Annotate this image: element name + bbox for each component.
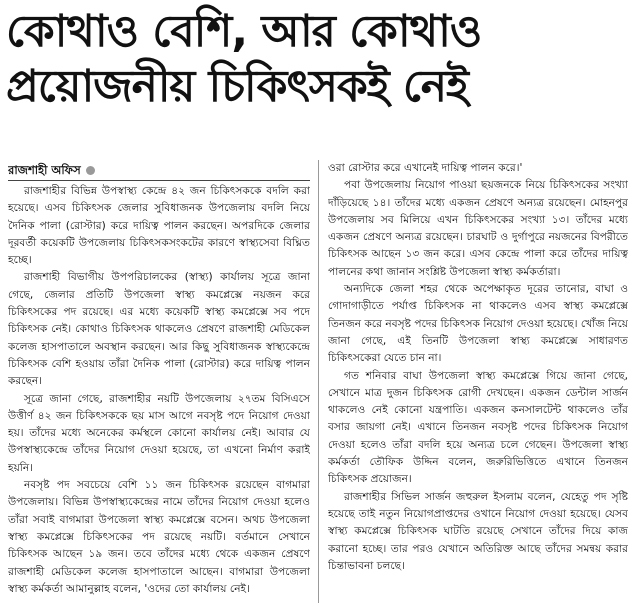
headline-line-1: কোথাও বেশি, আর কোথাও xyxy=(6,6,482,57)
column-divider xyxy=(318,160,319,603)
byline-text: রাজশাহী অফিস xyxy=(8,163,81,177)
paragraph: ওরা রোস্টার করে এখানেই দায়িত্ব পালন করে।' xyxy=(328,162,523,174)
paragraph: রাজশাহীর সিভিল সার্জন জহুরুল ইসলাম বলেন, যেহেতু পদ সৃষ্টি হয়েছে তাই নতুন নিয়োগপ্রাপ্তদের ওখানে নিয়োগ দেওয়া হয়েছে। যেসব স্বাস্থ্য কমপ্লেক্সে চিকিৎসক ঘাটতি রয়েছে সেখানে তাঁদের দিয়ে কাজ করানো হচ্ছে। তার পরও যেখানে অতিরিক্ত আছে তাঁদের সমন্বয় করার চিন্তাভাবনা চলছে। xyxy=(328,490,628,572)
right-column xyxy=(328,160,628,605)
byline xyxy=(8,160,310,181)
byline-dot-icon xyxy=(86,166,95,175)
paragraph: অন্যদিকে জেলা শহর থেকে অপেক্ষাকৃত দূরের তানোর, বাঘা ও গোদাগাড়ীতে পর্যাপ্ত চিকিৎসক না থাকলেও এসব স্বাস্থ্য কমপ্লেক্সে তিনজন করে নবসৃষ্ট পদের চিকিৎসক নিয়োগ দেওয়া হয়েছে। খোঁজ নিয়ে জানা গেছে, এই তিনটি উপজেলা স্বাস্থ্য কমপ্লেক্সে সাধারণত চিকিৎসকেরা যেতে চান না। xyxy=(328,283,628,365)
paragraph: রাজশাহী বিভাগীয় উপপরিচালকের (স্বাস্থ্য) কার্যালয় সূত্রে জানা গেছে, জেলার প্রতিটি উপজেলা স্বাস্থ্য কমপ্লেক্সে নয়জন করে চিকিৎসকের পদ রয়েছে। এর মধ্যে কয়েকটি স্বাস্থ্য কমপ্লেক্সে সব পদে চিকিৎসক নেই। কোথাও চিকিৎসক থাকলেও প্রেষণে রাজশাহী মেডিকেল কলেজ হাসপাতালে অবস্থান করছেন। আর কিছু সুবিধাজনক স্বাস্থ্যকেন্দ্রে চিকিৎসক বেশি হওয়ায় তাঁরা দৈনিক পালা (রোস্টার) করে দায়িত্ব পালন করছেন। xyxy=(8,271,310,388)
left-column xyxy=(8,160,310,605)
paragraph: নবসৃষ্ট পদ সবচেয়ে বেশি ১১ জন চিকিৎসক রয়েছেন বাগমারা উপজেলায়। বিভিন্ন উপস্বাস্থ্যকেন্দ্রের নামে তাঁদের নিয়োগ দেওয়া হলেও তাঁরা সবাই বাগমারা উপজেলা স্বাস্থ্য কমপ্লেক্সে বসেন। অথচ উপজেলা স্বাস্থ্য কমপ্লেক্সে চিকিৎসকের পদ রয়েছে নয়টি। বর্তমানে সেখানে চিকিৎসক আছেন ১৯ জন। তবে তাঁদের মধ্যে থেকে একজন প্রেষণে রাজশাহী মেডিকেল কলেজ হাসপাতালে আছেন। বাগমারা উপজেলা স্বাস্থ্য কর্মকর্তা আমানুল্লাহ বলেন, 'ওদের তো কার্যালয় নেই। xyxy=(8,479,310,595)
paragraph: গত শনিবার বাঘা উপজেলা স্বাস্থ্য কমপ্লেক্সে গিয়ে জানা গেছে, সেখানে মাত্র দুজন চিকিৎসক রোগী দেখছেন। একজন ডেন্টাল সার্জন থাকলেও নেই কোনো যন্ত্রপাতি। একজন কনসালটেন্ট থাকলেও তাঁর বসার জায়গা নেই। এখানে তিনজন নবসৃষ্ট পদের চিকিৎসক নিয়োগ দেওয়া হলেও তাঁরা বদলি হয়ে অন্যত্র চলে গেছেন। উপজেলা স্বাস্থ্য কর্মকর্তা তৌফিক উদ্দিন বলেন, জরুরিভিত্তিতে এখানে তিনজন চিকিৎসক প্রয়োজন। xyxy=(328,369,628,486)
headline xyxy=(6,4,630,114)
headline-line-2: প্রয়োজনীয় চিকিৎসকই নেই xyxy=(6,61,468,112)
paragraph: সূত্রে জানা গেছে, রাজশাহীর নয়টি উপজেলায় ২৭তম বিসিএসে উত্তীর্ণ ৪২ জন চিকিৎসককে ছয় মাস আগে নবসৃষ্ট পদে নিয়োগ দেওয়া হয়। তাঁদের মধ্যে অনেকের কর্মস্থলে কোনো কার্যালয় নেই। আবার যে উপস্বাস্থ্যকেন্দ্রে তাঁদের নিয়োগ দেওয়া হয়েছে, তা এখনো নির্মাণ করাই হয়নি। xyxy=(8,392,310,474)
paragraph: রাজশাহীর বিভিন্ন উপস্বাস্থ্য কেন্দ্রে ৪২ জন চিকিৎসককে বদলি করা হয়েছে। এসব চিকিৎসক জেলার সুবিধাজনক উপজেলায় বদলি নিয়ে দৈনিক পালা (রোস্টার) করে দায়িত্ব পালন করছেন। অপরদিকে জেলার দূরবর্তী কয়েকটি উপজেলায় চিকিৎসকসংকটের কারণে স্বাস্থ্যসেবা বিঘ্নিত হচ্ছে। xyxy=(8,185,310,267)
paragraph: পবা উপজেলায় নিয়োগ পাওয়া ছয়জনকে নিয়ে চিকিৎসকের সংখ্যা দাঁড়িয়েছে ১৪। তাঁদের মধ্যে একজন প্রেষণে অন্যত্র রয়েছেন। মোহনপুর উপজেলায় সব মিলিয়ে এখন চিকিৎসকের সংখ্যা ১৩। তাঁদের মধ্যে একজন প্রেষণে অন্যত্র রয়েছেন। চারঘাট ও দুর্গাপুরে নয়জনের বিপরীতে চিকিৎসক আছেন ১৩ জন করে। এসব কেন্দ্রে পালা করে তাঁদের দায়িত্ব পালনের কথা জানান সংশ্লিষ্ট উপজেলা স্বাস্থ্য কর্মকর্তারা। xyxy=(328,179,628,278)
